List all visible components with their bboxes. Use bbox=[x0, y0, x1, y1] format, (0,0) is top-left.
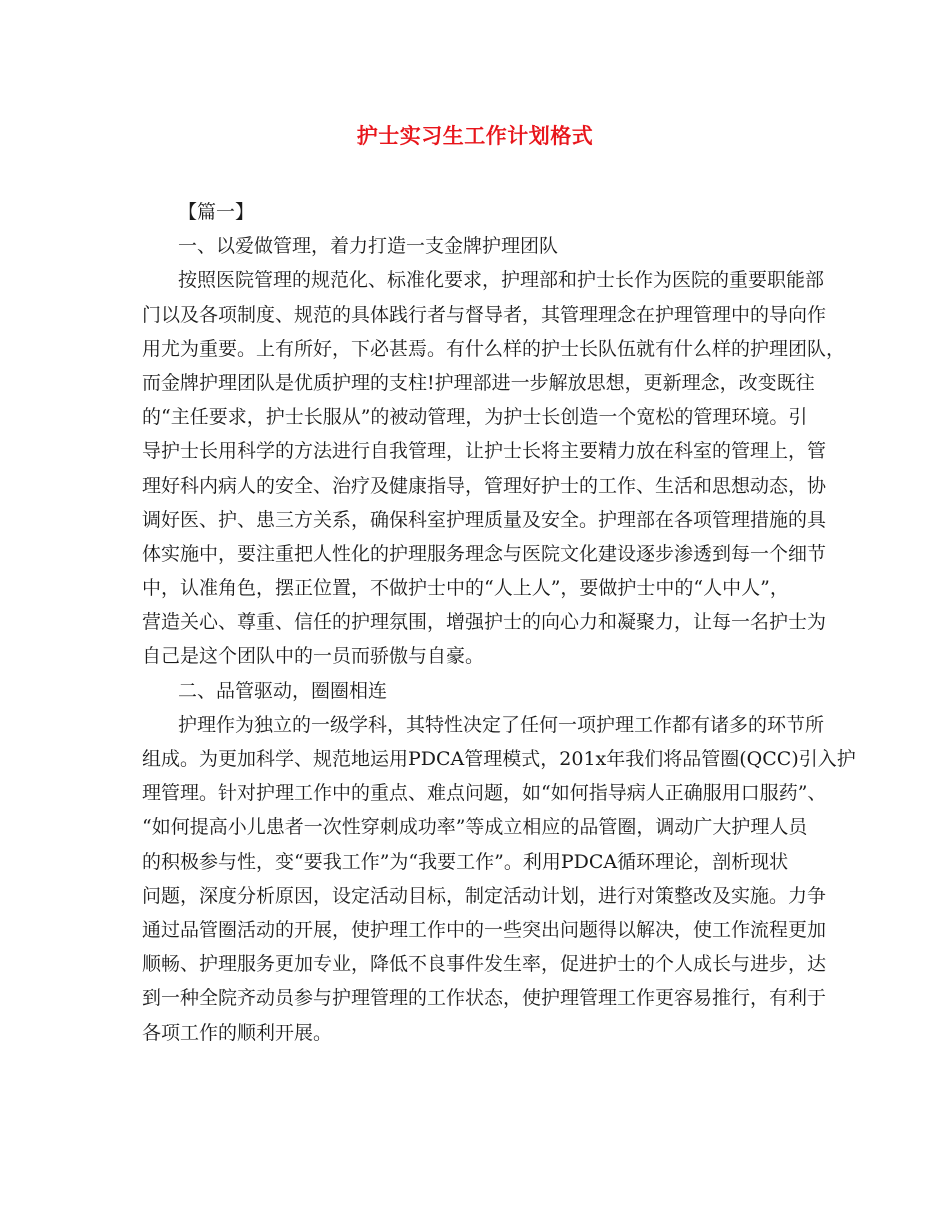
document-body bbox=[142, 195, 856, 1050]
heading-1: 一、以爱做管理，着力打造一支金牌护理团队 bbox=[178, 235, 559, 258]
paragraph-1-line: 门以及各项制度、规范的具体践行者与督导者，其管理理念在护理管理中的导向作 bbox=[142, 303, 827, 326]
paragraph-1-line: 体实施中，要注重把人性化的护理服务理念与医院文化建设逐步渗透到每一个细节 bbox=[142, 542, 827, 565]
paragraph-1-line: 按照医院管理的规范化、标准化要求，护理部和护士长作为医院的重要职能部 bbox=[178, 269, 825, 292]
paragraph-1-line: 自己是这个团队中的一员而骄傲与自豪。 bbox=[142, 645, 485, 668]
heading-2: 二、品管驱动，圈圈相连 bbox=[178, 679, 388, 702]
paragraph-2-line: 组成。为更加科学、规范地运用PDCA管理模式，201x年我们将品管圈(QCC)引入护 bbox=[142, 748, 856, 770]
paragraph-2-line: 顺畅、护理服务更加专业，降低不良事件发生率，促进护士的个人成长与进步，达 bbox=[142, 953, 827, 976]
paragraph-1-line: 导护士长用科学的方法进行自我管理，让护士长将主要精力放在科室的管理上，管 bbox=[142, 440, 827, 463]
paragraph-2-line: 问题，深度分析原因，设定活动目标，制定活动计划，进行对策整改及实施。力争 bbox=[142, 884, 827, 907]
paragraph-2-line: 的积极参与性，变“要我工作”为“我要工作”。利用PDCA循环理论，剖析现状 bbox=[142, 850, 789, 873]
document-title: 护士实习生工作计划格式 bbox=[356, 123, 594, 148]
paragraph-2-line: 通过品管圈活动的开展，使护理工作中的一些突出问题得以解决，使工作流程更加 bbox=[142, 918, 827, 941]
paragraph-1-line: 理好科内病人的安全、治疗及健康指导，管理好护士的工作、生活和思想动态，协 bbox=[142, 474, 827, 497]
paragraph-2-line: 到一种全院齐动员参与护理管理的工作状态，使护理管理工作更容易推行，有利于 bbox=[142, 987, 827, 1010]
paragraph-1-line: 用尤为重要。上有所好，下必甚焉。有什么样的护士长队伍就有什么样的护理团队， bbox=[142, 337, 846, 360]
paragraph-2-line: “如何提高小儿患者一次性穿刺成功率”等成立相应的品管圈，调动广大护理人员 bbox=[142, 816, 808, 839]
paragraph-1-line: 中，认准角色，摆正位置，不做护士中的“人上人”，要做护士中的“人中人”， bbox=[142, 577, 789, 600]
paragraph-1-line: 的“主任要求，护士长服从”的被动管理，为护士长创造一个宽松的管理环境。引 bbox=[142, 406, 808, 429]
paragraph-2-line: 各项工作的顺利开展。 bbox=[142, 1021, 333, 1044]
paragraph-1-line: 营造关心、尊重、信任的护理氛围，增强护士的向心力和凝聚力，让每一名护士为 bbox=[142, 611, 827, 634]
section-label: 【篇一】 bbox=[178, 201, 255, 223]
paragraph-1-line: 而金牌护理团队是优质护理的支柱!护理部进一步解放思想，更新理念，改变既往 bbox=[142, 371, 815, 394]
paragraph-2-line: 护理作为独立的一级学科，其特性决定了任何一项护理工作都有诸多的环节所 bbox=[178, 713, 825, 736]
paragraph-1-line: 调好医、护、患三方关系，确保科室护理质量及安全。护理部在各项管理措施的具 bbox=[142, 508, 827, 531]
paragraph-2-line: 理管理。针对护理工作中的重点、难点问题，如“如何指导病人正确服用口服药”、 bbox=[142, 782, 827, 805]
